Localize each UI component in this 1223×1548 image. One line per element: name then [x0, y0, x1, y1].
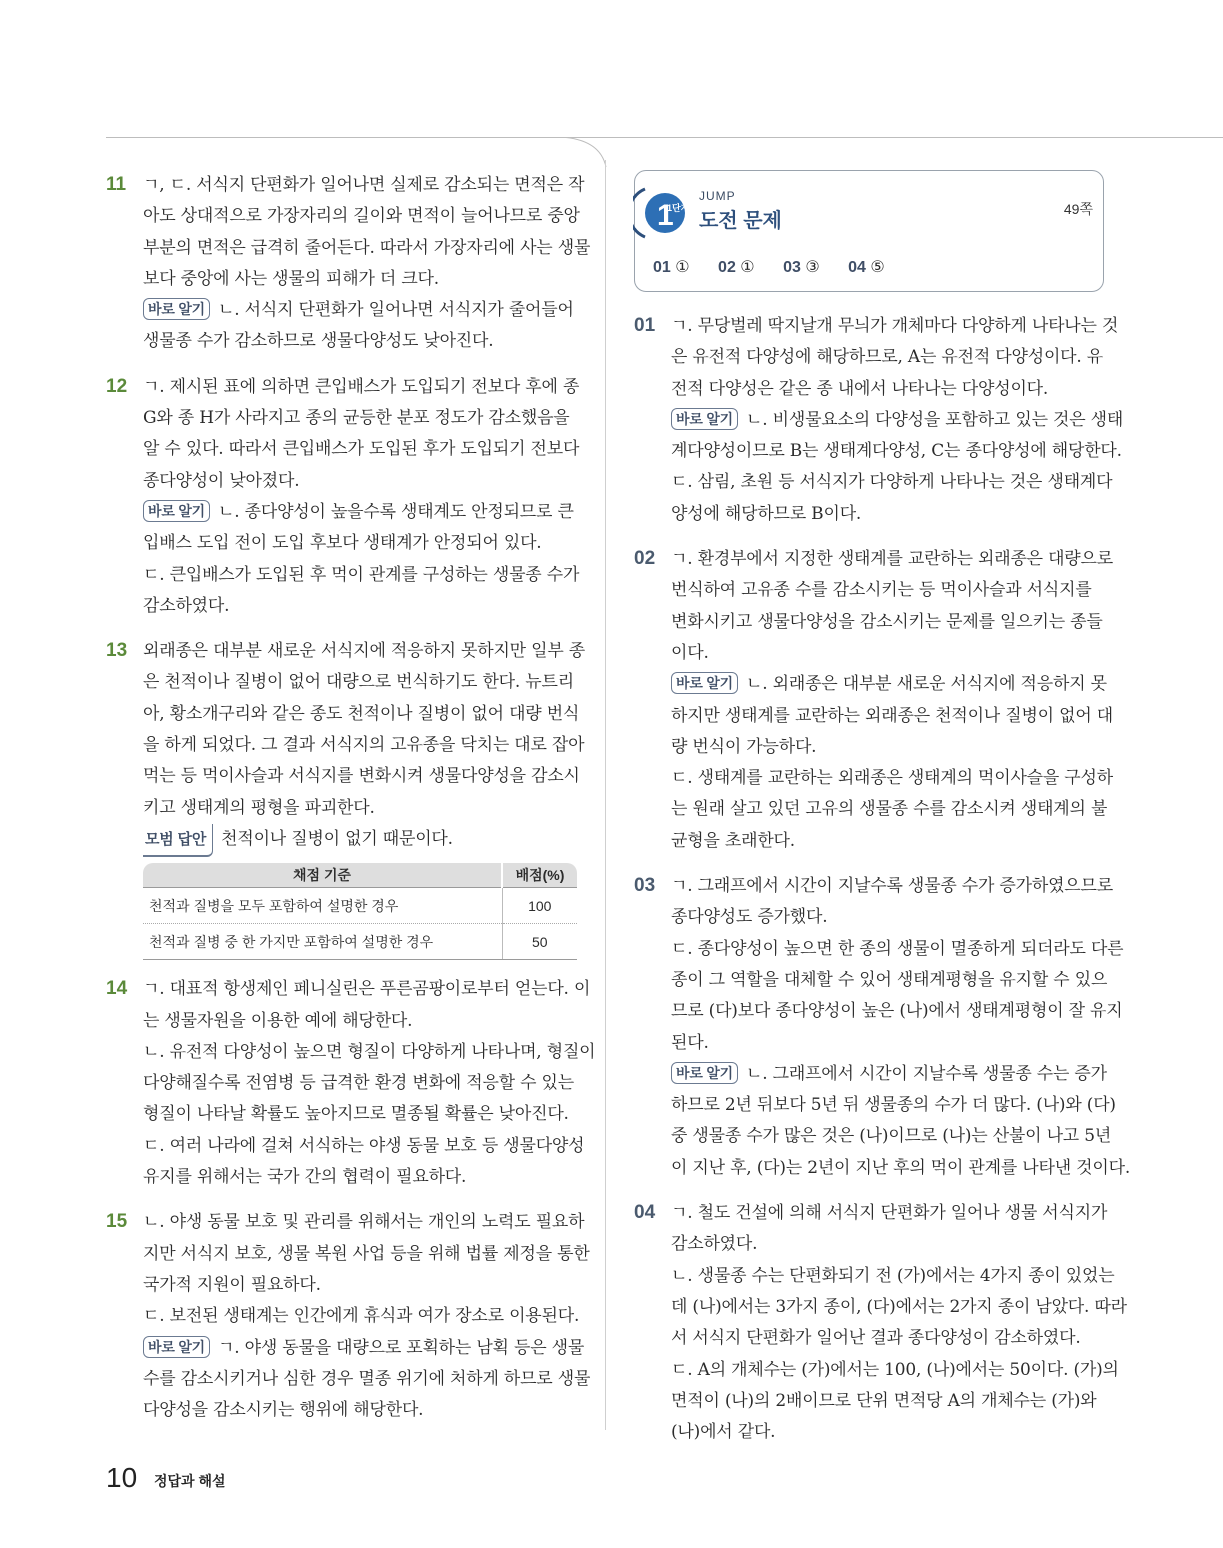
badge-line	[143, 1333, 585, 1364]
answer-num: 02	[718, 259, 736, 276]
badge-line	[671, 1059, 1106, 1090]
item-number: 15	[106, 1211, 128, 1233]
text-line: 지만 서식지 보호, 생물 복원 사업 등을 위해 법률 제정을 통한	[143, 1243, 590, 1264]
answer-item-01	[634, 311, 1124, 530]
model-answer-badge: 모범 답안	[143, 824, 213, 857]
text-line: 하므로 2년 뒤보다 5년 뒤 생물종의 수가 더 많다. (나)와 (다)	[671, 1095, 1116, 1116]
text-line: 국가적 지원이 필요하다.	[143, 1274, 321, 1295]
answer-key-item	[848, 257, 885, 277]
text-line: ㄴ. 유전적 다양성이 높으면 형질이 다양하게 나타나며, 형질이	[143, 1041, 596, 1062]
badge-line	[671, 405, 1124, 436]
text-line: 키고 생태계의 평형을 파괴한다.	[143, 797, 375, 818]
item-number: 13	[106, 640, 128, 662]
text-line: 균형을 초래한다.	[671, 830, 795, 851]
text-span: ㄴ. 외래종은 대부분 새로운 서식지에 적응하지 못	[746, 674, 1107, 695]
text-line: ㄱ. 철도 건설에 의해 서식지 단편화가 일어나 생물 서식지가	[671, 1203, 1108, 1224]
text-line: 계다양성이므로 B는 생태계다양성, C는 종다양성에 해당한다.	[671, 441, 1122, 462]
column-divider	[605, 160, 606, 1430]
item-number: 14	[106, 978, 128, 1000]
text-line: ㄷ. 삼림, 초원 등 서식지가 다양하게 나타나는 것은 생태계다	[671, 472, 1113, 493]
text-line: ㄷ. 보전된 생태계는 인간에게 휴식과 여가 장소로 이용된다.	[143, 1306, 580, 1327]
text-line: 알 수 있다. 따라서 큰입배스가 도입된 후가 도입되기 전보다	[143, 439, 580, 460]
item-number: 03	[634, 875, 656, 897]
table-header: 배점(%)	[502, 863, 577, 888]
text-line: 부분의 면적은 급격히 줄어든다. 따라서 가장자리에 사는 생물	[143, 237, 591, 258]
text-line: 외래종은 대부분 새로운 서식지에 적응하지 못하지만 일부 종	[143, 641, 585, 662]
text-span: ㄴ. 서식지 단편화가 일어나면 서식지가 줄어들어	[218, 300, 574, 321]
table-row	[143, 924, 577, 960]
item-number: 12	[106, 375, 128, 397]
text-line: ㄱ. 그래프에서 시간이 지날수록 생물종 수가 증가하였으므로	[671, 876, 1113, 897]
quick-check-badge: 바로 알기	[671, 408, 738, 430]
text-line: 을 하게 되었다. 그 결과 서식지의 고유종을 닥치는 대로 잡아	[143, 735, 585, 756]
answer-num: 01	[653, 259, 671, 276]
answer-item-12	[106, 372, 578, 622]
table-cell: 천적과 질병 중 한 가지만 포함하여 설명한 경우	[143, 924, 502, 960]
model-answer-text: 천적이나 질병이 없기 때문이다.	[221, 828, 453, 849]
text-line: ㄴ. 생물종 수는 단편화되기 전 (가)에서는 4가지 종이 있었는	[671, 1265, 1115, 1286]
text-line: ㄷ. 종다양성이 높으면 한 종의 생물이 멸종하게 되더라도 다른	[671, 938, 1124, 959]
text-span: ㄴ. 종다양성이 높을수록 생태계도 안정되므로 큰	[218, 501, 574, 522]
text-line: 다양성을 감소시키는 행위에 해당한다.	[143, 1400, 424, 1421]
quick-check-badge: 바로 알기	[143, 1336, 210, 1358]
grading-table	[143, 863, 577, 960]
text-line: 는 생물자원을 이용한 예에 해당한다.	[143, 1010, 413, 1031]
answer-item-15	[106, 1207, 591, 1426]
answer-choice: ①	[740, 259, 755, 276]
jump-challenge-box	[634, 170, 1104, 292]
answer-choice: ⑤	[870, 259, 885, 276]
text-line: 감소하였다.	[671, 1234, 758, 1255]
text-line: ㄷ. A의 개체수는 (가)에서는 100, (나)에서는 50이다. (가)의	[671, 1359, 1119, 1380]
text-line: 양성에 해당하므로 B이다.	[671, 503, 862, 524]
text-line: 하지만 생태계를 교란하는 외래종은 천적이나 질병이 없어 대	[671, 705, 1113, 726]
badge-line	[671, 669, 1106, 700]
text-span: ㄴ. 그래프에서 시간이 지날수록 생물종 수는 증가	[746, 1063, 1107, 1084]
text-line: 보다 중앙에 사는 생물의 피해가 더 크다.	[143, 268, 439, 289]
text-line: ㄷ. 여러 나라에 걸쳐 서식하는 야생 동물 보호 등 생물다양성	[143, 1135, 585, 1156]
table-cell: 100	[502, 888, 577, 924]
text-line: 아도 상대적으로 가장자리의 길이와 면적이 늘어나므로 중앙	[143, 206, 580, 227]
text-line: 종이 그 역할을 대체할 수 있어 생태계평형을 유지할 수 있으	[671, 969, 1108, 990]
text-line: 서 서식지 단편화가 일어난 결과 종다양성이 감소하였다.	[671, 1328, 1081, 1349]
text-span: ㄱ. 야생 동물을 대량으로 포획하는 남획 등은 생물	[218, 1337, 585, 1358]
table-row	[143, 888, 577, 924]
answer-key-item	[718, 257, 755, 277]
badge-line	[143, 497, 578, 528]
model-answer-line	[143, 824, 578, 857]
text-line: 번식하여 고유종 수를 감소시키는 등 먹이사슬과 서식지를	[671, 580, 1092, 601]
text-line: 변화시키고 생물다양성을 감소시키는 문제를 일으키는 종들	[671, 611, 1103, 632]
quick-check-badge: 바로 알기	[671, 672, 738, 694]
answer-item-03	[634, 871, 1131, 1184]
text-line: 은 유전적 다양성에 해당하므로, A는 유전적 다양성이다. 유	[671, 347, 1104, 368]
text-line: ㄱ. 제시된 표에 의하면 큰입배스가 도입되기 전보다 후에 종	[143, 376, 580, 397]
text-line: 종다양성이 낮아졌다.	[143, 470, 300, 491]
table-header-row	[143, 863, 577, 888]
answer-num: 03	[783, 259, 801, 276]
answer-choice: ③	[805, 259, 820, 276]
text-line: ㄱ. 환경부에서 지정한 생태계를 교란하는 외래종은 대량으로	[671, 549, 1113, 570]
text-line: G와 종 H가 사라지고 종의 균등한 분포 정도가 감소했음을	[143, 408, 570, 429]
answer-key-item	[783, 257, 820, 277]
top-rule	[106, 137, 1223, 138]
text-line: ㄴ. 야생 동물 보호 및 관리를 위해서는 개인의 노력도 필요하	[143, 1212, 585, 1233]
text-line: 감소하였다.	[143, 595, 230, 616]
text-line: 중 생물종 수가 많은 것은 (나)이므로 (나)는 산불이 나고 5년	[671, 1126, 1112, 1147]
logo-text: 1단계	[667, 203, 690, 213]
text-line: 먹는 등 먹이사슬과 서식지를 변화시켜 생물다양성을 감소시	[143, 766, 580, 787]
text-line: 데 (나)에서는 3가지 종이, (다)에서는 2가지 종이 남았다. 따라	[671, 1296, 1127, 1317]
item-number: 01	[634, 315, 656, 336]
item-number: 04	[634, 1202, 656, 1224]
left-column	[106, 170, 596, 1440]
text-line: ㄱ. 대표적 항생제인 페니실린은 푸른곰팡이로부터 얻는다. 이	[143, 979, 591, 1000]
text-line: (나)에서 같다.	[671, 1422, 776, 1443]
text-line: 량 번식이 가능하다.	[671, 736, 817, 757]
quick-check-badge: 바로 알기	[143, 500, 210, 522]
text-line: 유지를 위해서는 국가 간의 협력이 필요하다.	[143, 1167, 467, 1188]
table-cell: 50	[502, 924, 577, 960]
text-line: 다양해질수록 전염병 등 급격한 환경 변화에 적응할 수 있는	[143, 1073, 574, 1094]
text-line: ㄱ, ㄷ. 서식지 단편화가 일어나면 실제로 감소되는 면적은 작	[143, 175, 585, 195]
text-line: 된다.	[671, 1032, 709, 1053]
text-line: 이 지난 후, (다)는 2년이 지난 후의 먹이 관계를 나타낸 것이다.	[671, 1157, 1131, 1178]
right-column	[634, 311, 1131, 1462]
text-line: ㄷ. 생태계를 교란하는 외래종은 생태계의 먹이사슬을 구성하	[671, 768, 1113, 789]
answer-choice: ①	[675, 259, 690, 276]
text-line: 입배스 도입 전이 도입 후보다 생태계가 안정되어 있다.	[143, 533, 542, 554]
answer-item-02	[634, 544, 1113, 857]
text-line: 아, 황소개구리와 같은 종도 천적이나 질병이 없어 대량 번식	[143, 703, 580, 724]
text-line: 므로 (다)보다 종다양성이 높은 (나)에서 생태계평형이 잘 유지	[671, 1001, 1123, 1022]
footer-label: 정답과 해설	[154, 1473, 226, 1489]
text-line: 는 원래 살고 있던 고유의 생물종 수를 감소시켜 생태계의 불	[671, 799, 1108, 820]
answer-key-item	[653, 257, 690, 277]
text-line: ㄷ. 큰입배스가 도입된 후 먹이 관계를 구성하는 생물종 수가	[143, 564, 580, 585]
text-line: 수를 감소시키거나 심한 경우 멸종 위기에 처하게 하므로 생물	[143, 1368, 591, 1389]
item-number: 11	[106, 174, 127, 195]
text-line: ㄱ. 무당벌레 딱지날개 무늬가 개체마다 다양하게 나타나는 것	[671, 316, 1119, 336]
table-header: 채점 기준	[143, 863, 502, 888]
svg-text:1: 1	[657, 199, 674, 232]
text-line: 은 천적이나 질병이 없어 대량으로 번식하기도 한다. 뉴트리	[143, 672, 574, 693]
text-line: 면적이 (나)의 2배이므로 단위 면적당 A의 개체수는 (가)와	[671, 1390, 1097, 1411]
answer-num: 04	[848, 259, 866, 276]
answer-item-11	[106, 170, 591, 358]
text-span: ㄴ. 비생물요소의 다양성을 포함하고 있는 것은 생태	[746, 409, 1124, 430]
quick-check-badge: 바로 알기	[671, 1062, 738, 1084]
step-logo-icon	[633, 181, 693, 245]
text-line: 전적 다양성은 같은 종 내에서 나타나는 다양성이다.	[671, 378, 1049, 399]
text-line: 이다.	[671, 642, 709, 663]
badge-line	[143, 295, 578, 326]
text-line: 생물종 수가 감소하므로 생물다양성도 낮아진다.	[143, 331, 494, 352]
answer-key	[653, 257, 909, 277]
text-line: 종다양성도 증가했다.	[671, 907, 828, 928]
answer-item-13	[106, 636, 585, 960]
answer-item-14	[106, 974, 596, 1193]
quick-check-badge: 바로 알기	[143, 298, 210, 320]
text-line: 형질이 나타날 확률도 높아지므로 멸종될 확률은 낮아진다.	[143, 1104, 569, 1125]
table-cell: 천적과 질병을 모두 포함하여 설명한 경우	[143, 888, 502, 924]
section-title: 도전 문제	[699, 210, 782, 232]
answer-item-04	[634, 1198, 1127, 1448]
page-number: 10	[106, 1462, 138, 1493]
page-reference: 49쪽	[1063, 201, 1093, 217]
item-number: 02	[634, 548, 656, 570]
jump-label: JUMP	[699, 189, 736, 203]
